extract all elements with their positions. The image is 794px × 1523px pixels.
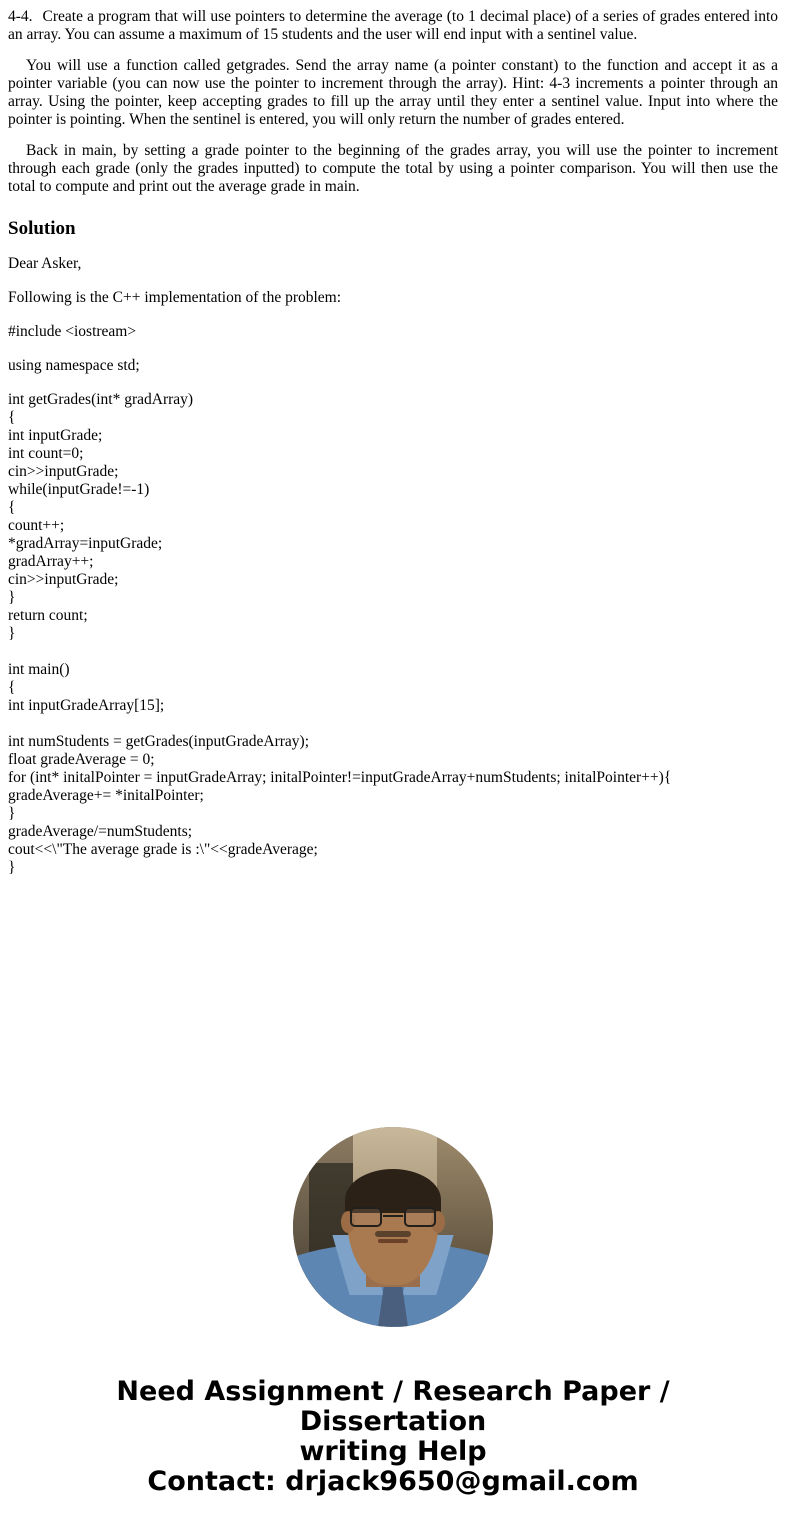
problem-paragraph-2: You will use a function called getgrades. Send the array name (a pointer constant) to the function and accept it as a pointer variable (you can now use the pointer to increment through the array). Hint: 4-3 increments a pointer through an array. Using the pointer, keep accepting grades to fill up the array until they enter a sentinel value. Input into where the pointer is pointing. When the sentinel is entered, you will only return the number of grades entered. [8,56,778,129]
solution-greeting: Dear Asker, [8,255,82,273]
solution-intro: Following is the C++ implementation of the problem: [8,289,342,307]
code-line: { [8,678,16,696]
code-line: while(inputGrade!=-1) [8,480,150,498]
glasses-icon [350,1207,436,1229]
code-line: int count=0; [8,444,84,462]
code-line: return count; [8,606,88,624]
code-line: { [8,408,16,426]
promo-line-1: Need Assignment / Research Paper / Dissertation [116,1375,670,1437]
portrait-container [8,1127,778,1327]
code-namespace-line: using namespace std; [8,356,140,374]
code-line: int inputGrade; [8,426,103,444]
mouth [378,1239,408,1243]
code-line-blank [8,715,778,733]
promo-line-2: writing Help [299,1436,487,1468]
mustache [375,1231,411,1237]
problem-paragraph-3: Back in main, by setting a grade pointer to the beginning of the grades array, you will use the pointer to increment through each grade (only the grades inputted) to compute the total by using a pointer comparison. You will then use the total to compute and print out the average grade in main. [8,141,778,196]
glasses-lens-left [350,1207,382,1227]
problem-paragraph-1-text: Create a program that will use pointers to determine the average (to 1 decimal place) of a series of grades entered into an array. You can assume a maximum of 15 students and the user will end input with a sentinel value. [8,8,778,44]
code-line: gradeAverage+= *initalPointer; [8,786,204,804]
code-line: count++; [8,516,65,534]
code-line: } [8,624,16,642]
problem-statement [8,8,778,197]
code-line-blank [8,643,778,661]
promo-contact: Contact: drjack9650@gmail.com [147,1466,639,1498]
glasses-lens-right [404,1207,436,1227]
problem-number: 4-4. [8,8,33,25]
code-line: cin>>inputGrade; [8,570,119,588]
code-line: int numStudents = getGrades(inputGradeArray); [8,732,310,750]
code-line: gradeAverage/=numStudents; [8,822,193,840]
code-line: int getGrades(int* gradArray) [8,390,194,408]
code-line: for (int* initalPointer = inputGradeArray; initalPointer!=inputGradeArray+numStudents; initalPointer++){ [8,768,672,786]
avatar [293,1127,493,1327]
problem-paragraph-1 [8,8,778,45]
code-block [8,391,778,877]
code-line: *gradArray=inputGrade; [8,534,163,552]
code-line: float gradeAverage = 0; [8,750,155,768]
code-line: gradArray++; [8,552,94,570]
code-line: } [8,858,16,876]
code-line: { [8,498,16,516]
code-include-line: #include <iostream> [8,323,137,341]
promo-banner [8,1377,778,1518]
solution-heading: Solution [8,217,76,239]
code-line: int inputGradeArray[15]; [8,696,165,714]
code-line: cout<<\"The average grade is :\"<<gradeAverage; [8,840,318,858]
code-line: } [8,588,16,606]
code-line: int main() [8,660,70,678]
code-line: cin>>inputGrade; [8,462,119,480]
code-line: } [8,804,16,822]
glasses-bridge [383,1215,403,1217]
